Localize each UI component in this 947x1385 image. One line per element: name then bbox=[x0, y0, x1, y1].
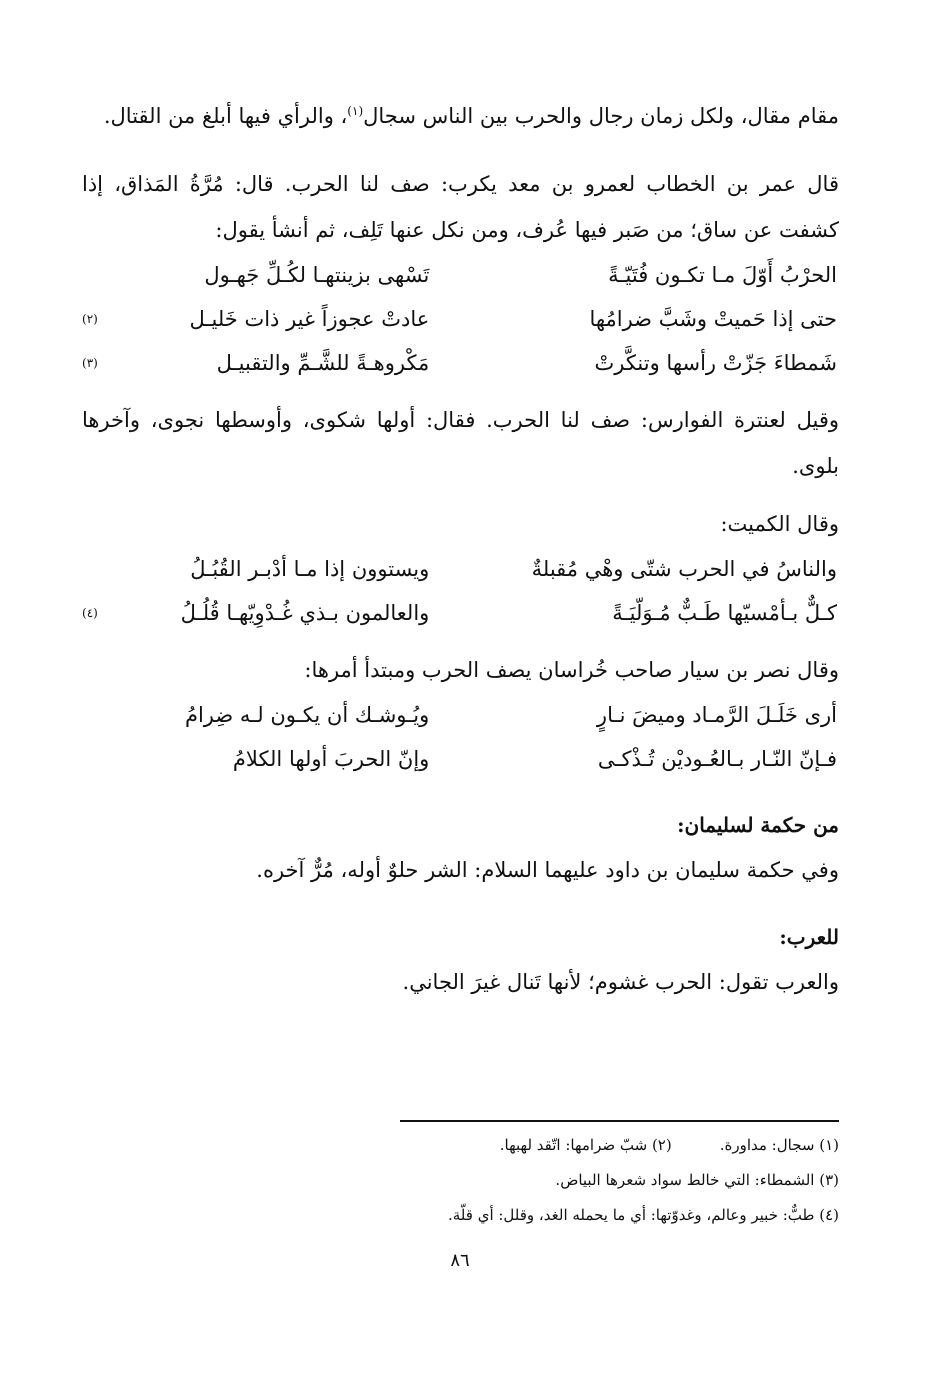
verse-hemistich-right: شَمطاءَ جَزّتْ رأسها وتنكَّرتْ bbox=[594, 351, 837, 375]
verse-hemistich-left: تَسْهى بزينتهـا لكُـلِّ جَهـول bbox=[204, 263, 430, 287]
footnote-row bbox=[300, 1198, 839, 1233]
verse-hemistich-left bbox=[82, 341, 429, 385]
verse-line bbox=[82, 297, 839, 341]
verse-line bbox=[82, 341, 839, 385]
poem-kumait bbox=[82, 547, 839, 635]
verse-hemistich-left: ويُـوشـك أن يكـون لـه ضِرامُ bbox=[184, 703, 430, 727]
footnote-3: (٣) الشمطاء: التي خالط سواد شعرها البياض. bbox=[555, 1171, 839, 1189]
footnote-2: (٢) شبّ ضرامها: اتّقد لهبها. bbox=[499, 1136, 672, 1154]
verse-hemistich-right: أرى خَلَـلَ الرَّمـاد وميضَ نـارٍ bbox=[596, 703, 837, 727]
footnote-ref-1: (١) bbox=[347, 104, 364, 118]
paragraph-nasr: وقال نصر بن سيار صاحب خُراسان يصف الحرب ومبتدأ أمرها: bbox=[304, 658, 839, 682]
verse-hemistich-left-text: عادتْ عجوزاً غير ذات خَليـل bbox=[189, 307, 430, 331]
verse-hemistich-right: والناسُ في الحرب شتّى وهْي مُقبلةٌ bbox=[531, 557, 837, 581]
verse-hemistich-left: ويستوون إذا مـا أدْبـر القُبُـلُ bbox=[190, 557, 430, 581]
verse-line bbox=[82, 693, 839, 737]
paragraph-intro-text-a: مقام مقال، ولكل زمان رجال والحرب بين الناس سجال bbox=[363, 104, 839, 128]
page-number: ٨٦ bbox=[450, 1250, 470, 1271]
footnote-1: (١) سجال: مداورة. bbox=[719, 1136, 839, 1154]
verse-line bbox=[82, 547, 839, 591]
verse-hemistich-right: حتى إذا حَميتْ وشَبَّ ضرامُها bbox=[589, 307, 837, 331]
page-body bbox=[82, 88, 839, 1005]
verse-hemistich-left: وإنّ الحربَ أولها الكلامُ bbox=[232, 747, 430, 771]
verse-line bbox=[82, 737, 839, 781]
paragraph-intro-text-b: ، والرأي فيها أبلغ من القتال. bbox=[103, 104, 348, 128]
verse-hemistich-right: كـلٌّ بـأمْسيّها طَـبٌّ مُـوَلّيَـةً bbox=[612, 601, 837, 625]
footnote-ref-3: (٣) bbox=[82, 356, 98, 370]
footnote-row bbox=[300, 1163, 839, 1198]
paragraph-solomon: وفي حكمة سليمان بن داود عليهما السلام: الشر حلوٌ أوله، مُرٌّ آخره. bbox=[256, 858, 839, 882]
verse-hemistich-right: الحرْبُ أَوّلَ مـا تكـون فُتَيّـةً bbox=[608, 263, 837, 287]
paragraph-omar: قال عمر بن الخطاب لعمرو بن معد يكرب: صف لنا الحرب. قال: مُرَّةُ المَذاق، إذا كشفت عن ساق؛ من صَبر فيها عُرف، ومن نكل عنها تَلِف، ثم أنشأ يقول: bbox=[82, 172, 839, 242]
paragraph-kumait: وقال الكميت: bbox=[720, 512, 839, 536]
footnotes bbox=[300, 1128, 839, 1233]
verse-hemistich-left bbox=[82, 591, 429, 635]
verse-line bbox=[82, 253, 839, 297]
footnote-4: (٤) طبٌّ: خبير وعالم، وغدوّتها: أي ما يحمله الغد، وقلل: أي قلّة. bbox=[447, 1206, 839, 1224]
poem-amr bbox=[82, 253, 839, 385]
paragraph-antara: وقيل لعنترة الفوارس: صف لنا الحرب. فقال: أولها شكوى، وأوسطها نجوى، وآخرها بلوى. bbox=[82, 408, 839, 478]
verse-line bbox=[82, 591, 839, 635]
section-heading-solomon: من حكمة لسليمان: bbox=[677, 813, 839, 837]
footnote-ref-4: (٤) bbox=[82, 606, 98, 620]
footnote-divider bbox=[400, 1120, 839, 1122]
footnote-row bbox=[300, 1128, 839, 1163]
verse-hemistich-left-text: والعالمون بـذي غُـدْوِيّهـا قُلُـلُ bbox=[180, 601, 430, 625]
paragraph-intro bbox=[82, 88, 839, 139]
section-heading-arabs: للعرب: bbox=[779, 925, 839, 949]
verse-hemistich-left-text: مَكْروهـةً للشَّـمِّ والتقبيـل bbox=[216, 351, 430, 375]
verse-hemistich-right: فـإنّ النّـار بـالعُـوديْن تُـذْكـى bbox=[597, 747, 837, 771]
paragraph-arabs: والعرب تقول: الحرب غشوم؛ لأنها تَنال غيرَ الجاني. bbox=[402, 970, 839, 994]
verse-hemistich-left bbox=[82, 297, 429, 341]
poem-nasr bbox=[82, 693, 839, 781]
footnote-ref-2: (٢) bbox=[82, 312, 98, 326]
